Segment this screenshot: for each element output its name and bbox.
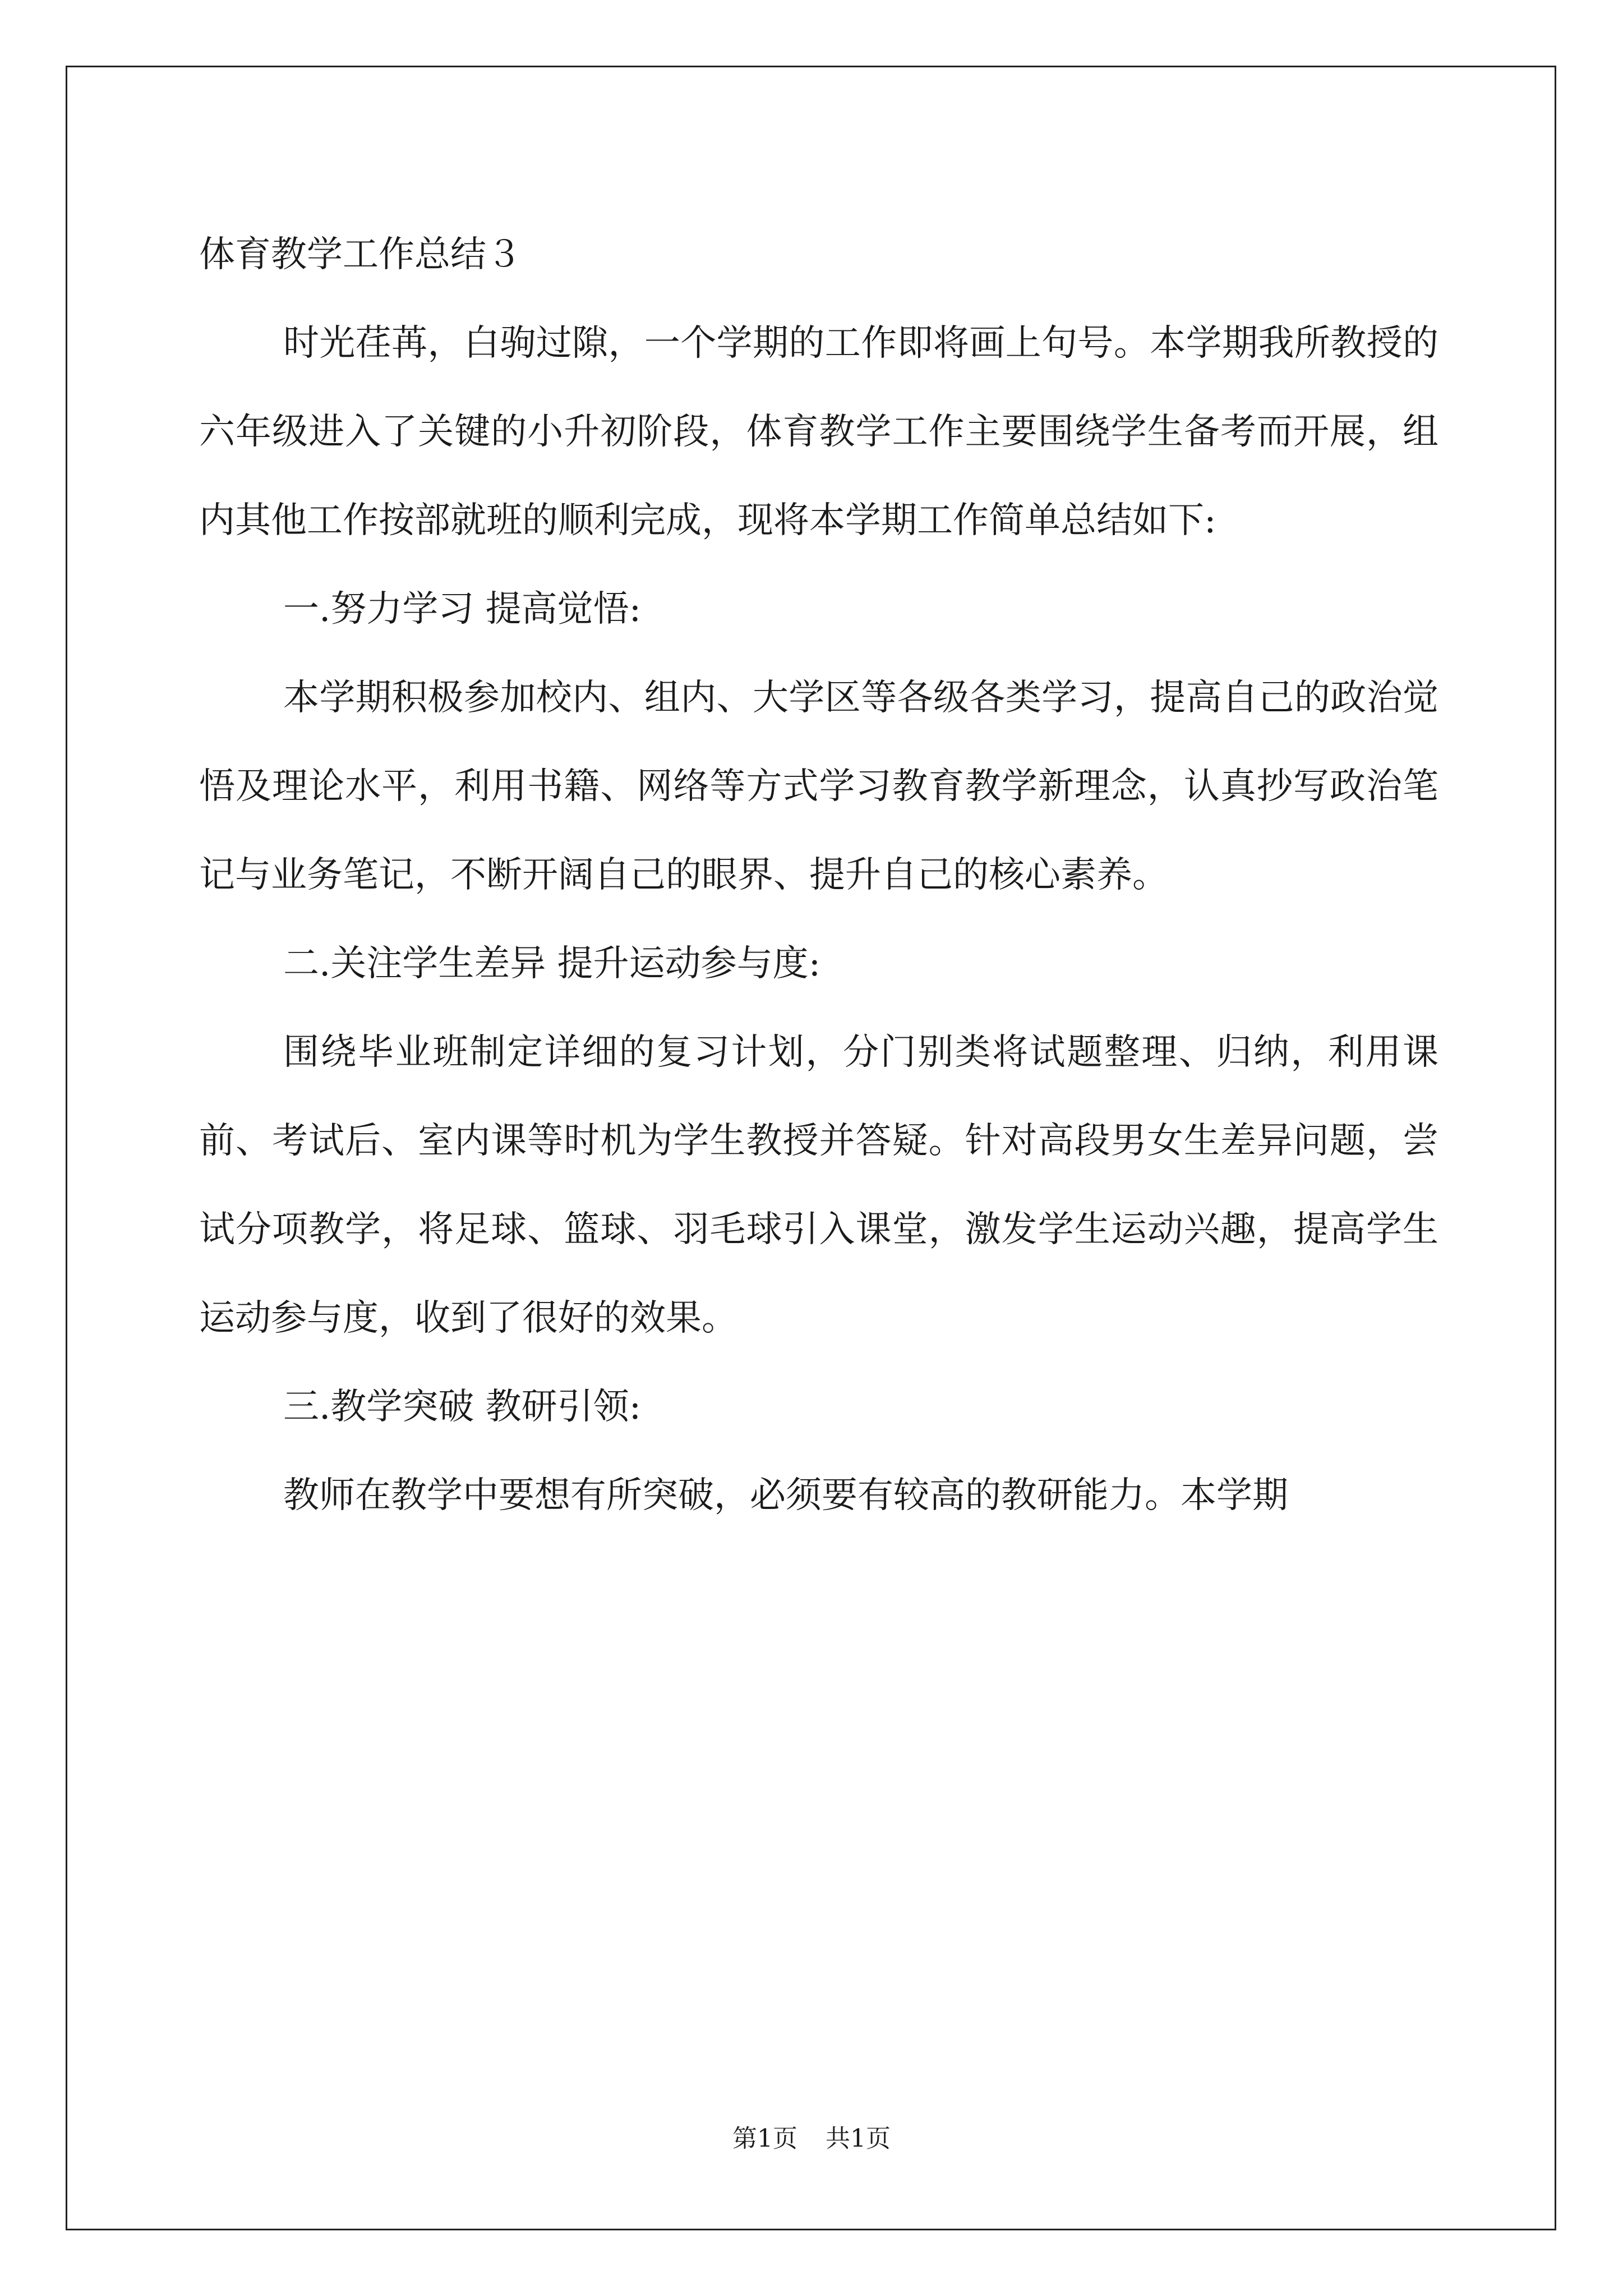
document-body (199, 210, 1438, 1540)
paragraph-section-2: 围绕毕业班制定详细的复习计划，分门别类将试题整理、归纳，利用课前、考试后、室内课等时机为学生教授并答疑。针对高段男女生差异问题，尝试分项教学，将足球、篮球、羽毛球引入课堂，激发学生运动兴趣，提高学生运动参与度，收到了很好的效果。 (199, 1032, 1438, 1339)
section-heading-3: 三.教学突破 教研引领: (283, 1386, 642, 1428)
section-heading-1: 一.努力学习 提高觉悟: (283, 588, 642, 630)
paragraph-intro: 时光荏苒，白驹过隙，一个学期的工作即将画上句号。本学期我所教授的六年级进入了关键的小升初阶段，体育教学工作主要围绕学生备考而开展，组内其他工作按部就班的顺利完成，现将本学期工作简单总结如下: (199, 323, 1438, 541)
paragraph-section-3: 教师在教学中要想有所突破，必须要有较高的教研能力。本学期 (283, 1475, 1288, 1516)
section-heading-2: 二.关注学生差异 提升运动参与度: (283, 943, 821, 984)
paragraph-section-1: 本学期积极参加校内、组内、大学区等各级各类学习，提高自己的政治觉悟及理论水平，利用书籍、网络等方式学习教育教学新理念，认真抄写政治笔记与业务笔记，不断开阔自己的眼界、提升自己的核心素养。 (199, 677, 1438, 896)
page-number-total: 共1页 (826, 2124, 891, 2153)
page-number-current: 第1页 (732, 2124, 797, 2153)
document-title: 体育教学工作总结３ (199, 234, 522, 275)
page-footer (0, 2122, 1623, 2156)
